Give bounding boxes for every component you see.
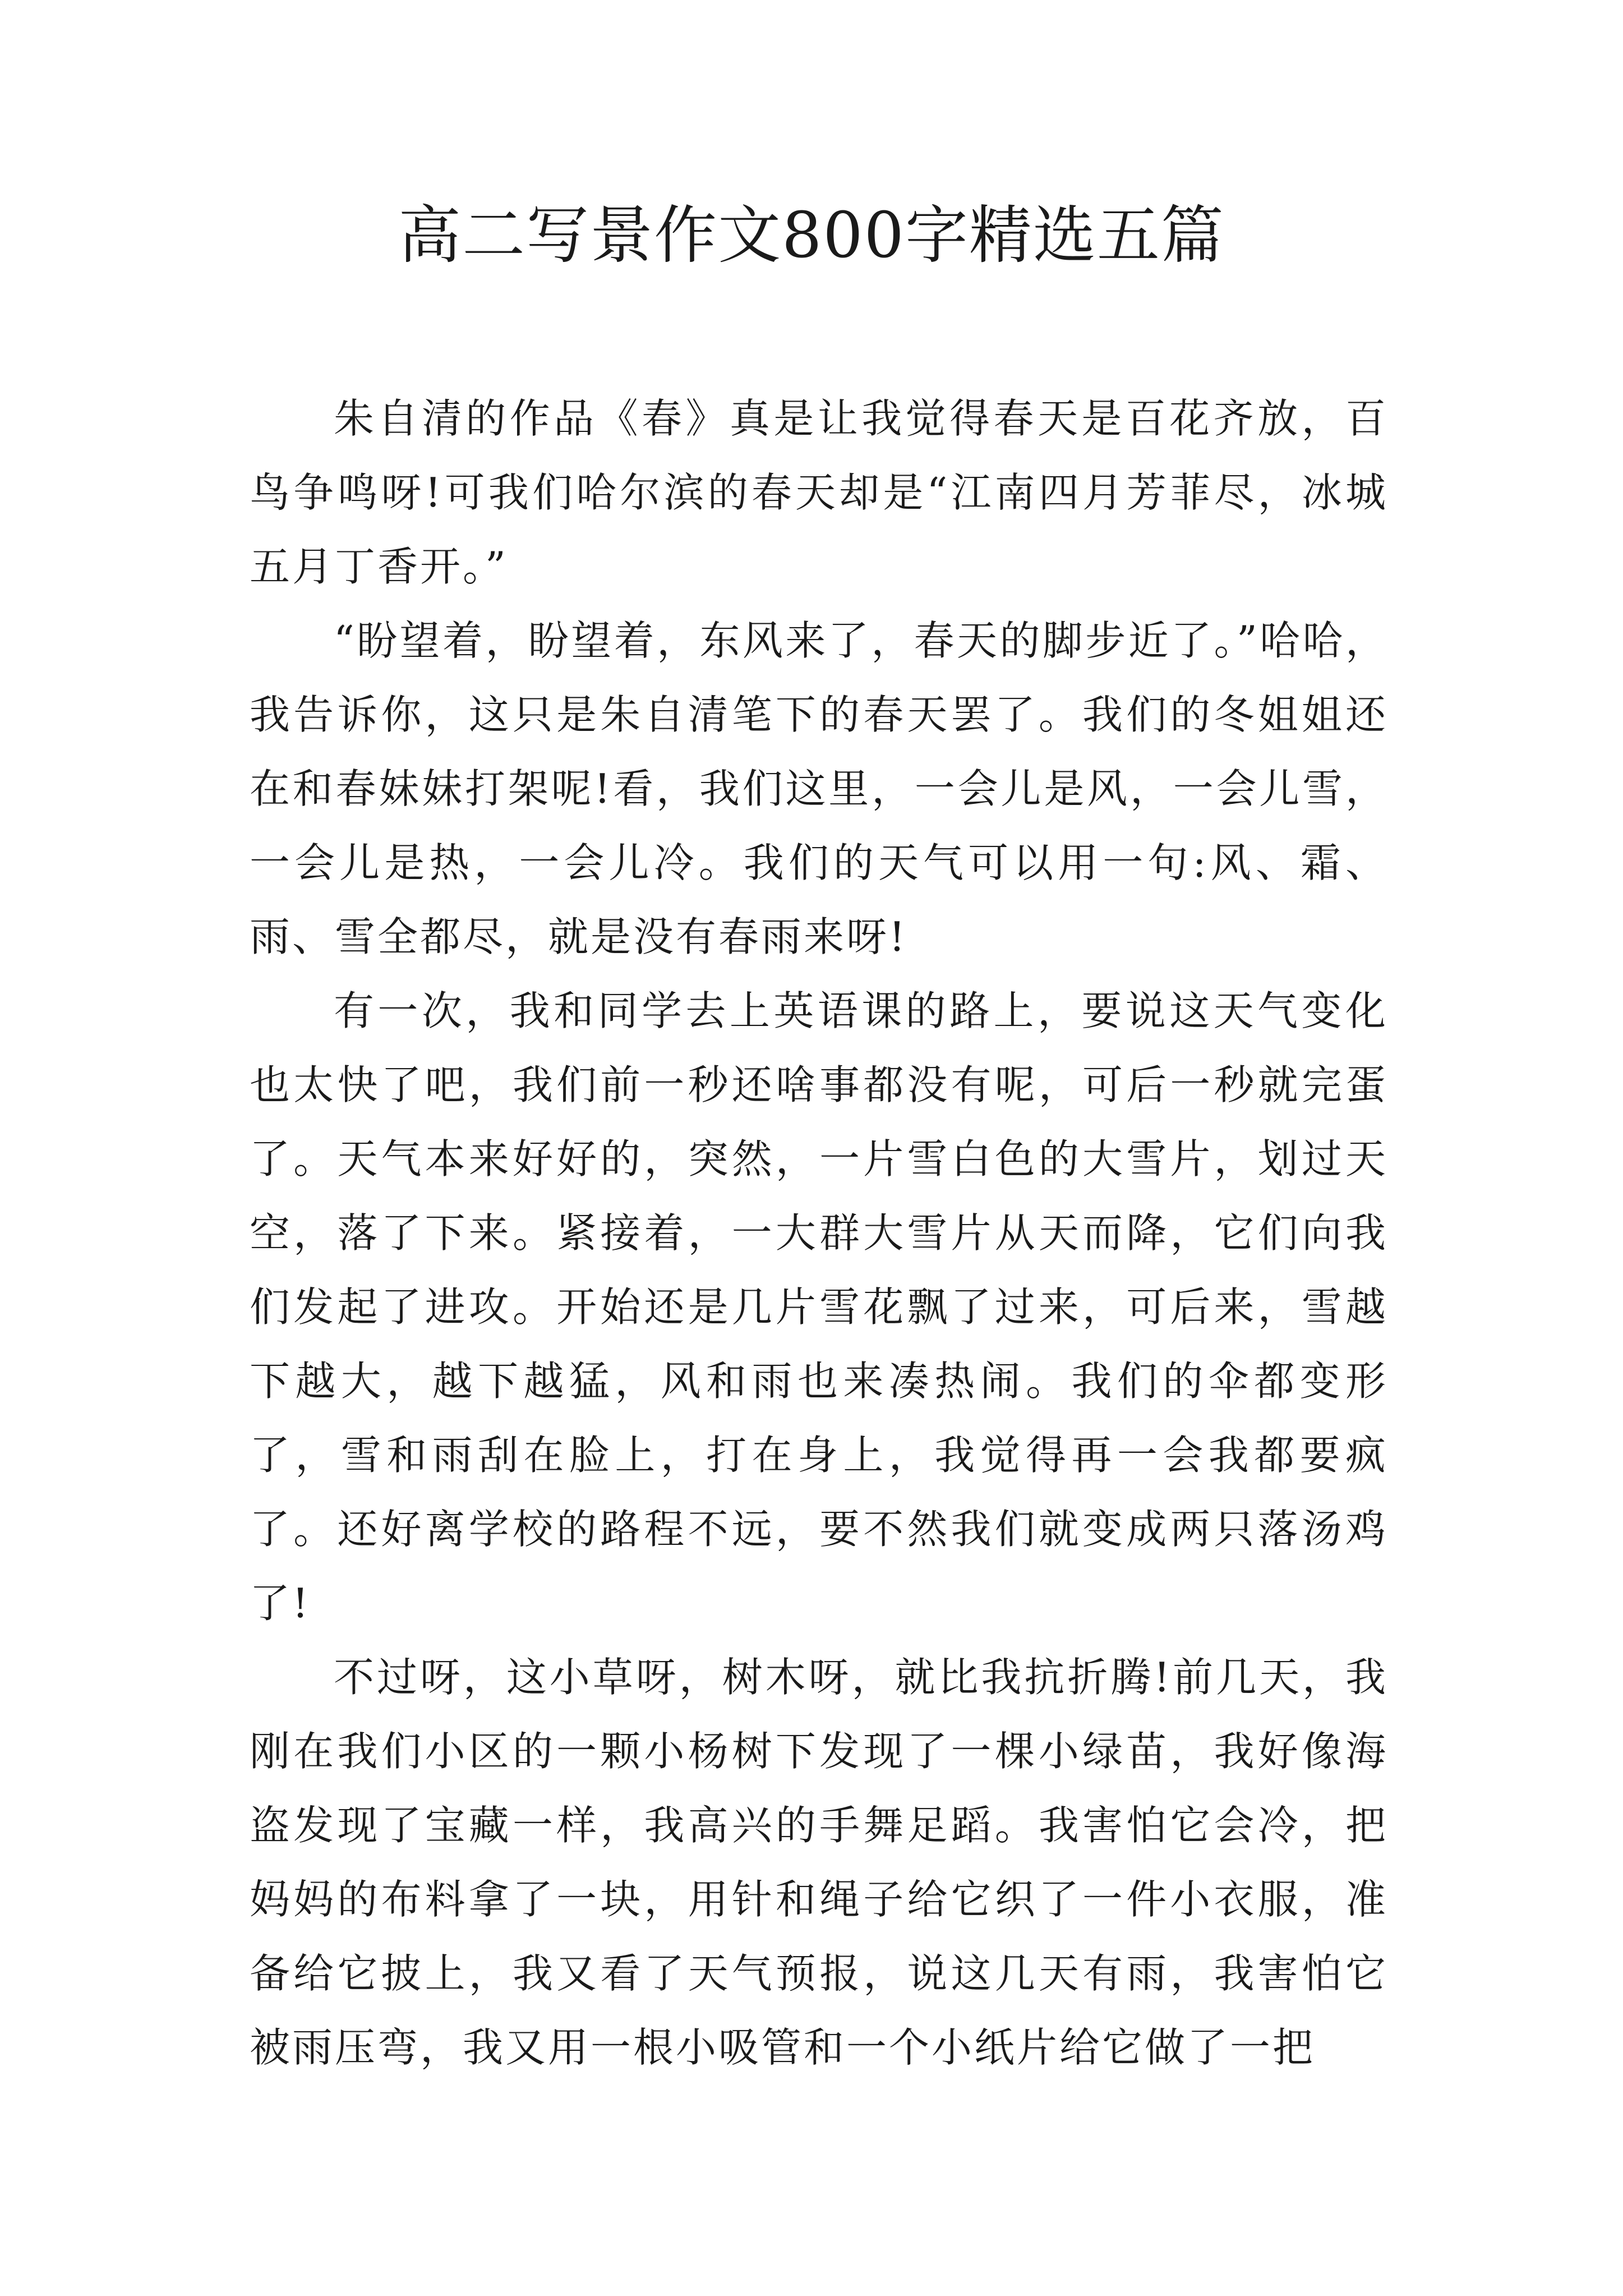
paragraph: 有一次，我和同学去上英语课的路上，要说这天气变化也太快了吧，我们前一秒还啥事都没有呢，可后一秒就完蛋了。天气本来好好的，突然，一片雪白色的大雪片，划过天空，落了下来。紧接着，一大群大雪片从天而降，它们向我们发起了进攻。开始还是几片雪花飘了过来，可后来，雪越下越大，越下越猛，风和雨也来凑热闹。我们的伞都变形了，雪和雨刮在脸上，打在身上，我觉得再一会我都要疯了。还好离学校的路程不远，要不然我们就变成两只落汤鸡了!	[250, 987, 1388, 1627]
paragraph: 朱自清的作品《春》真是让我觉得春天是百花齐放，百鸟争鸣呀!可我们哈尔滨的春天却是“江南四月芳菲尽，冰城五月丁香开。”	[250, 395, 1388, 590]
document-body	[250, 381, 1388, 2085]
paragraph: “盼望着，盼望着，东风来了，春天的脚步近了。”哈哈，我告诉你，这只是朱自清笔下的春天罢了。我们的冬姐姐还在和春妹妹打架呢!看，我们这里，一会儿是风，一会儿雪，一会儿是热，一会儿冷。我们的天气可以用一句:风、霜、雨、雪全都尽，就是没有春雨来呀!	[250, 617, 1388, 960]
paragraph: 不过呀，这小草呀，树木呀，就比我抗折腾!前几天，我刚在我们小区的一颗小杨树下发现了一棵小绿苗，我好像海盗发现了宝藏一样，我高兴的手舞足蹈。我害怕它会冷，把妈妈的布料拿了一块，用针和绳子给它织了一件小衣服，准备给它披上，我又看了天气预报，说这几天有雨，我害怕它被雨压弯，我又用一根小吸管和一个小纸片给它做了一把	[250, 1654, 1388, 2071]
document-title: 高二写景作文800字精选五篇	[398, 199, 1225, 272]
